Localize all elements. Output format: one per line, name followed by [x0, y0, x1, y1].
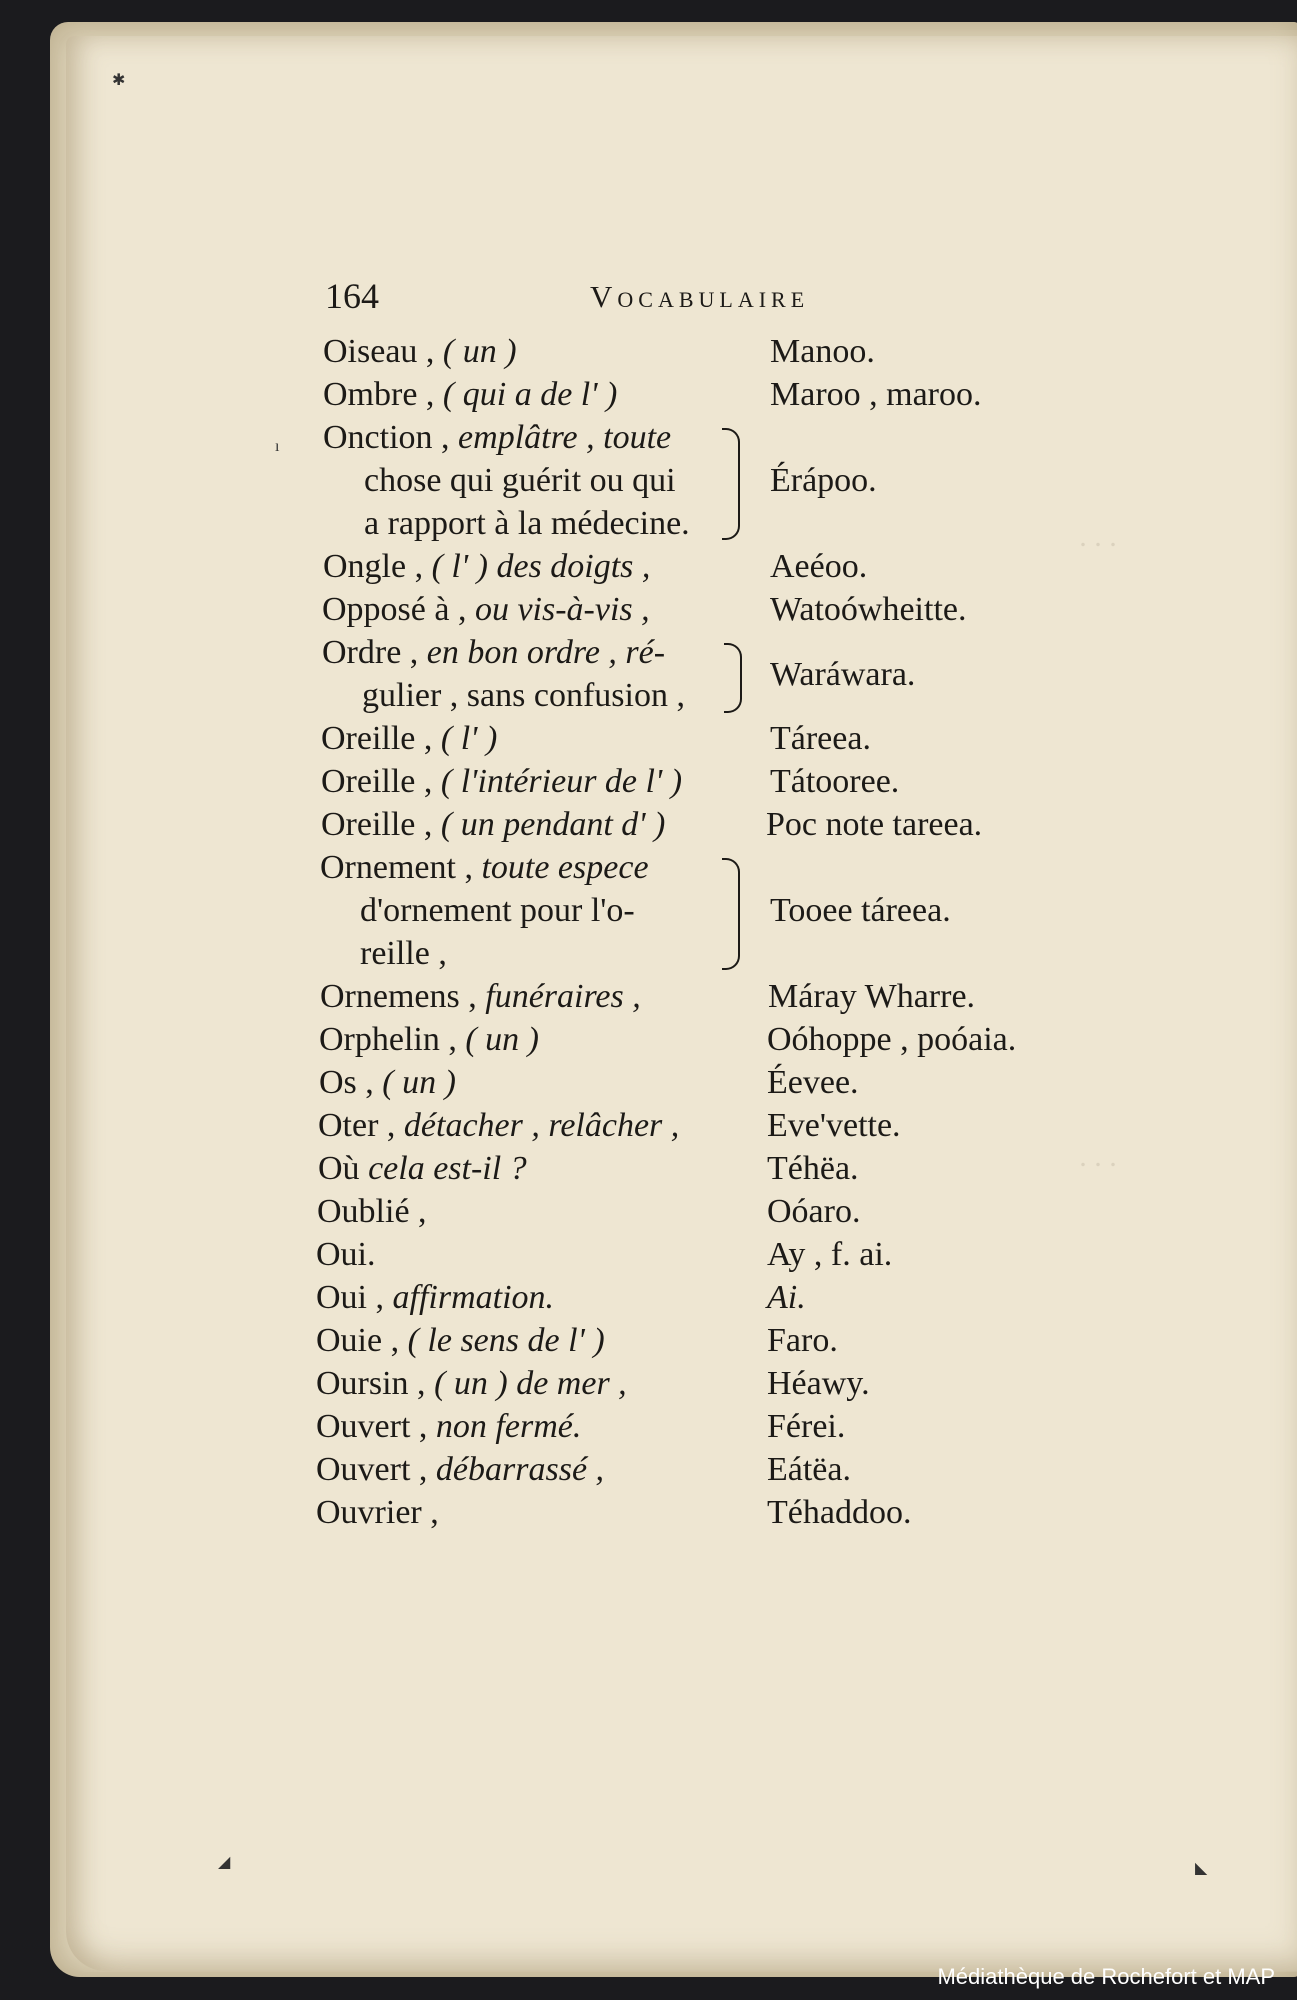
tahitian-term: Oóaro.	[767, 1193, 861, 1230]
french-term: Oreille , ( l' )	[321, 720, 498, 757]
french-term: Ombre , ( qui a de l' )	[323, 376, 618, 413]
gloss-continuation: gulier , sans confusion ,	[362, 677, 685, 714]
tahitian-term: Oóhoppe , poóaia.	[767, 1021, 1017, 1058]
tahitian-term: Máray Wharre.	[768, 978, 976, 1015]
gloss: débarrassé ,	[435, 1451, 605, 1488]
gloss: ( l' )	[440, 720, 498, 757]
tahitian-term: Ay , f. ai.	[767, 1236, 893, 1273]
tahitian-term: Faro.	[767, 1322, 838, 1359]
french-term: Oter , détacher , relâcher ,	[318, 1107, 680, 1144]
tahitian-term: Férei.	[767, 1408, 846, 1445]
gloss: funéraires ,	[485, 978, 641, 1015]
ink-speck: ı	[275, 438, 280, 455]
tahitian-term: Téhëa.	[767, 1150, 859, 1187]
tahitian-term: Ai.	[767, 1279, 806, 1316]
french-term: Ornemens , funéraires ,	[320, 978, 641, 1015]
french-term: Ordre , en bon ordre , ré-	[322, 634, 666, 671]
tahitian-term: Tátooree.	[770, 763, 900, 800]
gloss-continuation: d'ornement pour l'o-	[360, 892, 635, 929]
tahitian-term: Tooee táreea.	[770, 892, 951, 929]
brace	[722, 858, 740, 970]
french-term: Oui.	[316, 1236, 376, 1273]
french-term: Ornement , toute espece	[320, 849, 649, 886]
french-term: Ouvert , non fermé.	[316, 1408, 582, 1445]
gloss: ( un pendant d' )	[440, 806, 666, 843]
french-term: Ouvrier ,	[316, 1494, 439, 1531]
french-term: Ouie , ( le sens de l' )	[316, 1322, 605, 1359]
running-title: Vocabulaire	[590, 279, 810, 314]
french-term: Ongle , ( l' ) des doigts ,	[323, 548, 651, 585]
gloss: ( un ) de mer ,	[434, 1365, 627, 1402]
page-number: 164	[325, 276, 379, 316]
tahitian-term: Eve'vette.	[767, 1107, 901, 1144]
book-page	[66, 36, 1297, 1971]
french-term: Oursin , ( un ) de mer ,	[316, 1365, 627, 1402]
gloss: non fermé.	[435, 1408, 582, 1445]
french-term: Oublié ,	[317, 1193, 427, 1230]
gloss: en bon ordre , ré-	[426, 634, 666, 671]
gloss-continuation: chose qui guérit ou qui	[364, 462, 676, 499]
ink-speck: ◢	[218, 1854, 231, 1871]
tahitian-term: Aeéoo.	[770, 548, 868, 585]
gloss: ( le sens de l' )	[407, 1322, 605, 1359]
french-term: Oreille , ( un pendant d' )	[321, 806, 666, 843]
french-term: Oreille , ( l'intérieur de l' )	[321, 763, 683, 800]
page-header	[325, 275, 945, 315]
gloss: ( l' ) des doigts ,	[431, 548, 651, 585]
gloss-continuation: reille ,	[360, 935, 447, 972]
french-term: Orphelin , ( un )	[319, 1021, 540, 1058]
tahitian-term: Héawy.	[767, 1365, 870, 1402]
brace	[722, 428, 740, 540]
french-term: Oiseau , ( un )	[323, 333, 517, 370]
french-term: Oui , affirmation.	[316, 1279, 555, 1316]
brace	[724, 643, 742, 713]
tahitian-term: Érápoo.	[770, 462, 877, 499]
gloss: affirmation.	[392, 1279, 555, 1316]
ink-speck: ✱	[112, 72, 126, 89]
tahitian-term: Maroo , maroo.	[770, 376, 982, 413]
show-through-text: . . .	[1080, 520, 1118, 553]
gloss: cela est-il ?	[368, 1150, 527, 1187]
gloss-continuation: a rapport à la médecine.	[364, 505, 690, 542]
tahitian-term: Waráwara.	[770, 656, 916, 693]
gloss: ( un )	[442, 333, 517, 370]
tahitian-term: Poc note tareea.	[766, 806, 983, 843]
tahitian-term: Táreea.	[770, 720, 871, 757]
gloss: détacher , relâcher ,	[403, 1107, 680, 1144]
french-term: Ouvert , débarrassé ,	[316, 1451, 605, 1488]
gloss: toute espece	[481, 849, 649, 886]
tahitian-term: Éevee.	[767, 1064, 859, 1101]
tahitian-term: Téhaddoo.	[767, 1494, 912, 1531]
ink-speck: ◣	[1195, 1860, 1208, 1877]
french-term: Os , ( un )	[319, 1064, 456, 1101]
tahitian-term: Eátëa.	[767, 1451, 851, 1488]
show-through-text: . . .	[1080, 1140, 1118, 1173]
gloss: emplâtre , toute	[458, 419, 672, 456]
tahitian-term: Manoo.	[770, 333, 875, 370]
gloss: ( l'intérieur de l' )	[440, 763, 683, 800]
french-term: Onction , emplâtre , toute	[323, 419, 672, 456]
gloss: ou vis-à-vis ,	[474, 591, 650, 628]
gloss: ( un )	[382, 1064, 456, 1101]
french-term: Où cela est-il ?	[318, 1150, 527, 1187]
image-credit: Médiathèque de Rochefort et MAP	[937, 1964, 1275, 1989]
gloss: ( qui a de l' )	[442, 376, 618, 413]
tahitian-term: Watoówheitte.	[770, 591, 967, 628]
french-term: Opposé à , ou vis-à-vis ,	[322, 591, 650, 628]
gloss: ( un )	[465, 1021, 540, 1058]
